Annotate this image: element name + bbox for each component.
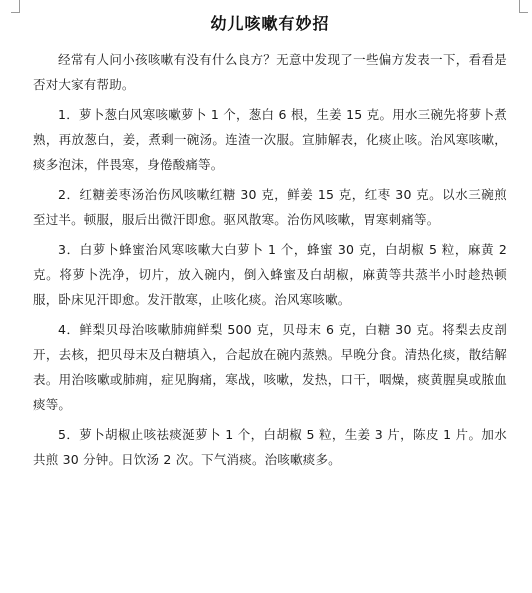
- document-page: [33, 14, 507, 472]
- page-corner-mark-left: [11, 0, 20, 13]
- remedy-paragraph-3: 3．白萝卜蜂蜜治风寒咳嗽大白萝卜 1 个，蜂蜜 30 克，白胡椒 5 粒，麻黄 2 克。将萝卜洗净，切片，放入碗内，倒入蜂蜜及白胡椒，麻黄等共蒸半小时趁热顿服，卧床见汗即愈。发汗散寒，止咳化痰。治风寒咳嗽。: [33, 242, 507, 307]
- remedy-paragraph-2: 2．红糖姜枣汤治伤风咳嗽红糖 30 克，鲜姜 15 克，红枣 30 克。以水三碗煎至过半。顿服，服后出微汗即愈。驱风散寒。治伤风咳嗽，胃寒刺痛等。: [33, 187, 507, 227]
- intro-paragraph: 经常有人问小孩咳嗽有没有什么良方？无意中发现了一些偏方发表一下，看看是否对大家有帮助。: [33, 52, 507, 92]
- remedy-paragraph-1: 1．萝卜葱白风寒咳嗽萝卜 1 个，葱白 6 根，生姜 15 克。用水三碗先将萝卜煮熟，再放葱白，姜，煮剩一碗汤。连渣一次服。宣肺解表，化痰止咳。治风寒咳嗽，痰多泡沫，伴畏寒，身倦酸痛等。: [33, 107, 507, 172]
- page-corner-mark-right: [519, 0, 528, 13]
- remedy-paragraph-5: 5．萝卜胡椒止咳祛痰涎萝卜 1 个，白胡椒 5 粒，生姜 3 片，陈皮 1 片。加水共煎 30 分钟。日饮汤 2 次。下气消痰。治咳嗽痰多。: [33, 427, 507, 467]
- document-title: 幼儿咳嗽有妙招: [210, 14, 330, 33]
- remedy-paragraph-4: 4．鲜梨贝母治咳嗽肺痈鲜梨 500 克，贝母末 6 克，白糖 30 克。将梨去皮剖开，去核，把贝母末及白糖填入，合起放在碗内蒸熟。早晚分食。清热化痰，散结解表。用治咳嗽或肺痈，症见胸痛，寒战，咳嗽，发热，口干，咽燥，痰黄腥臭或脓血痰等。: [33, 322, 507, 412]
